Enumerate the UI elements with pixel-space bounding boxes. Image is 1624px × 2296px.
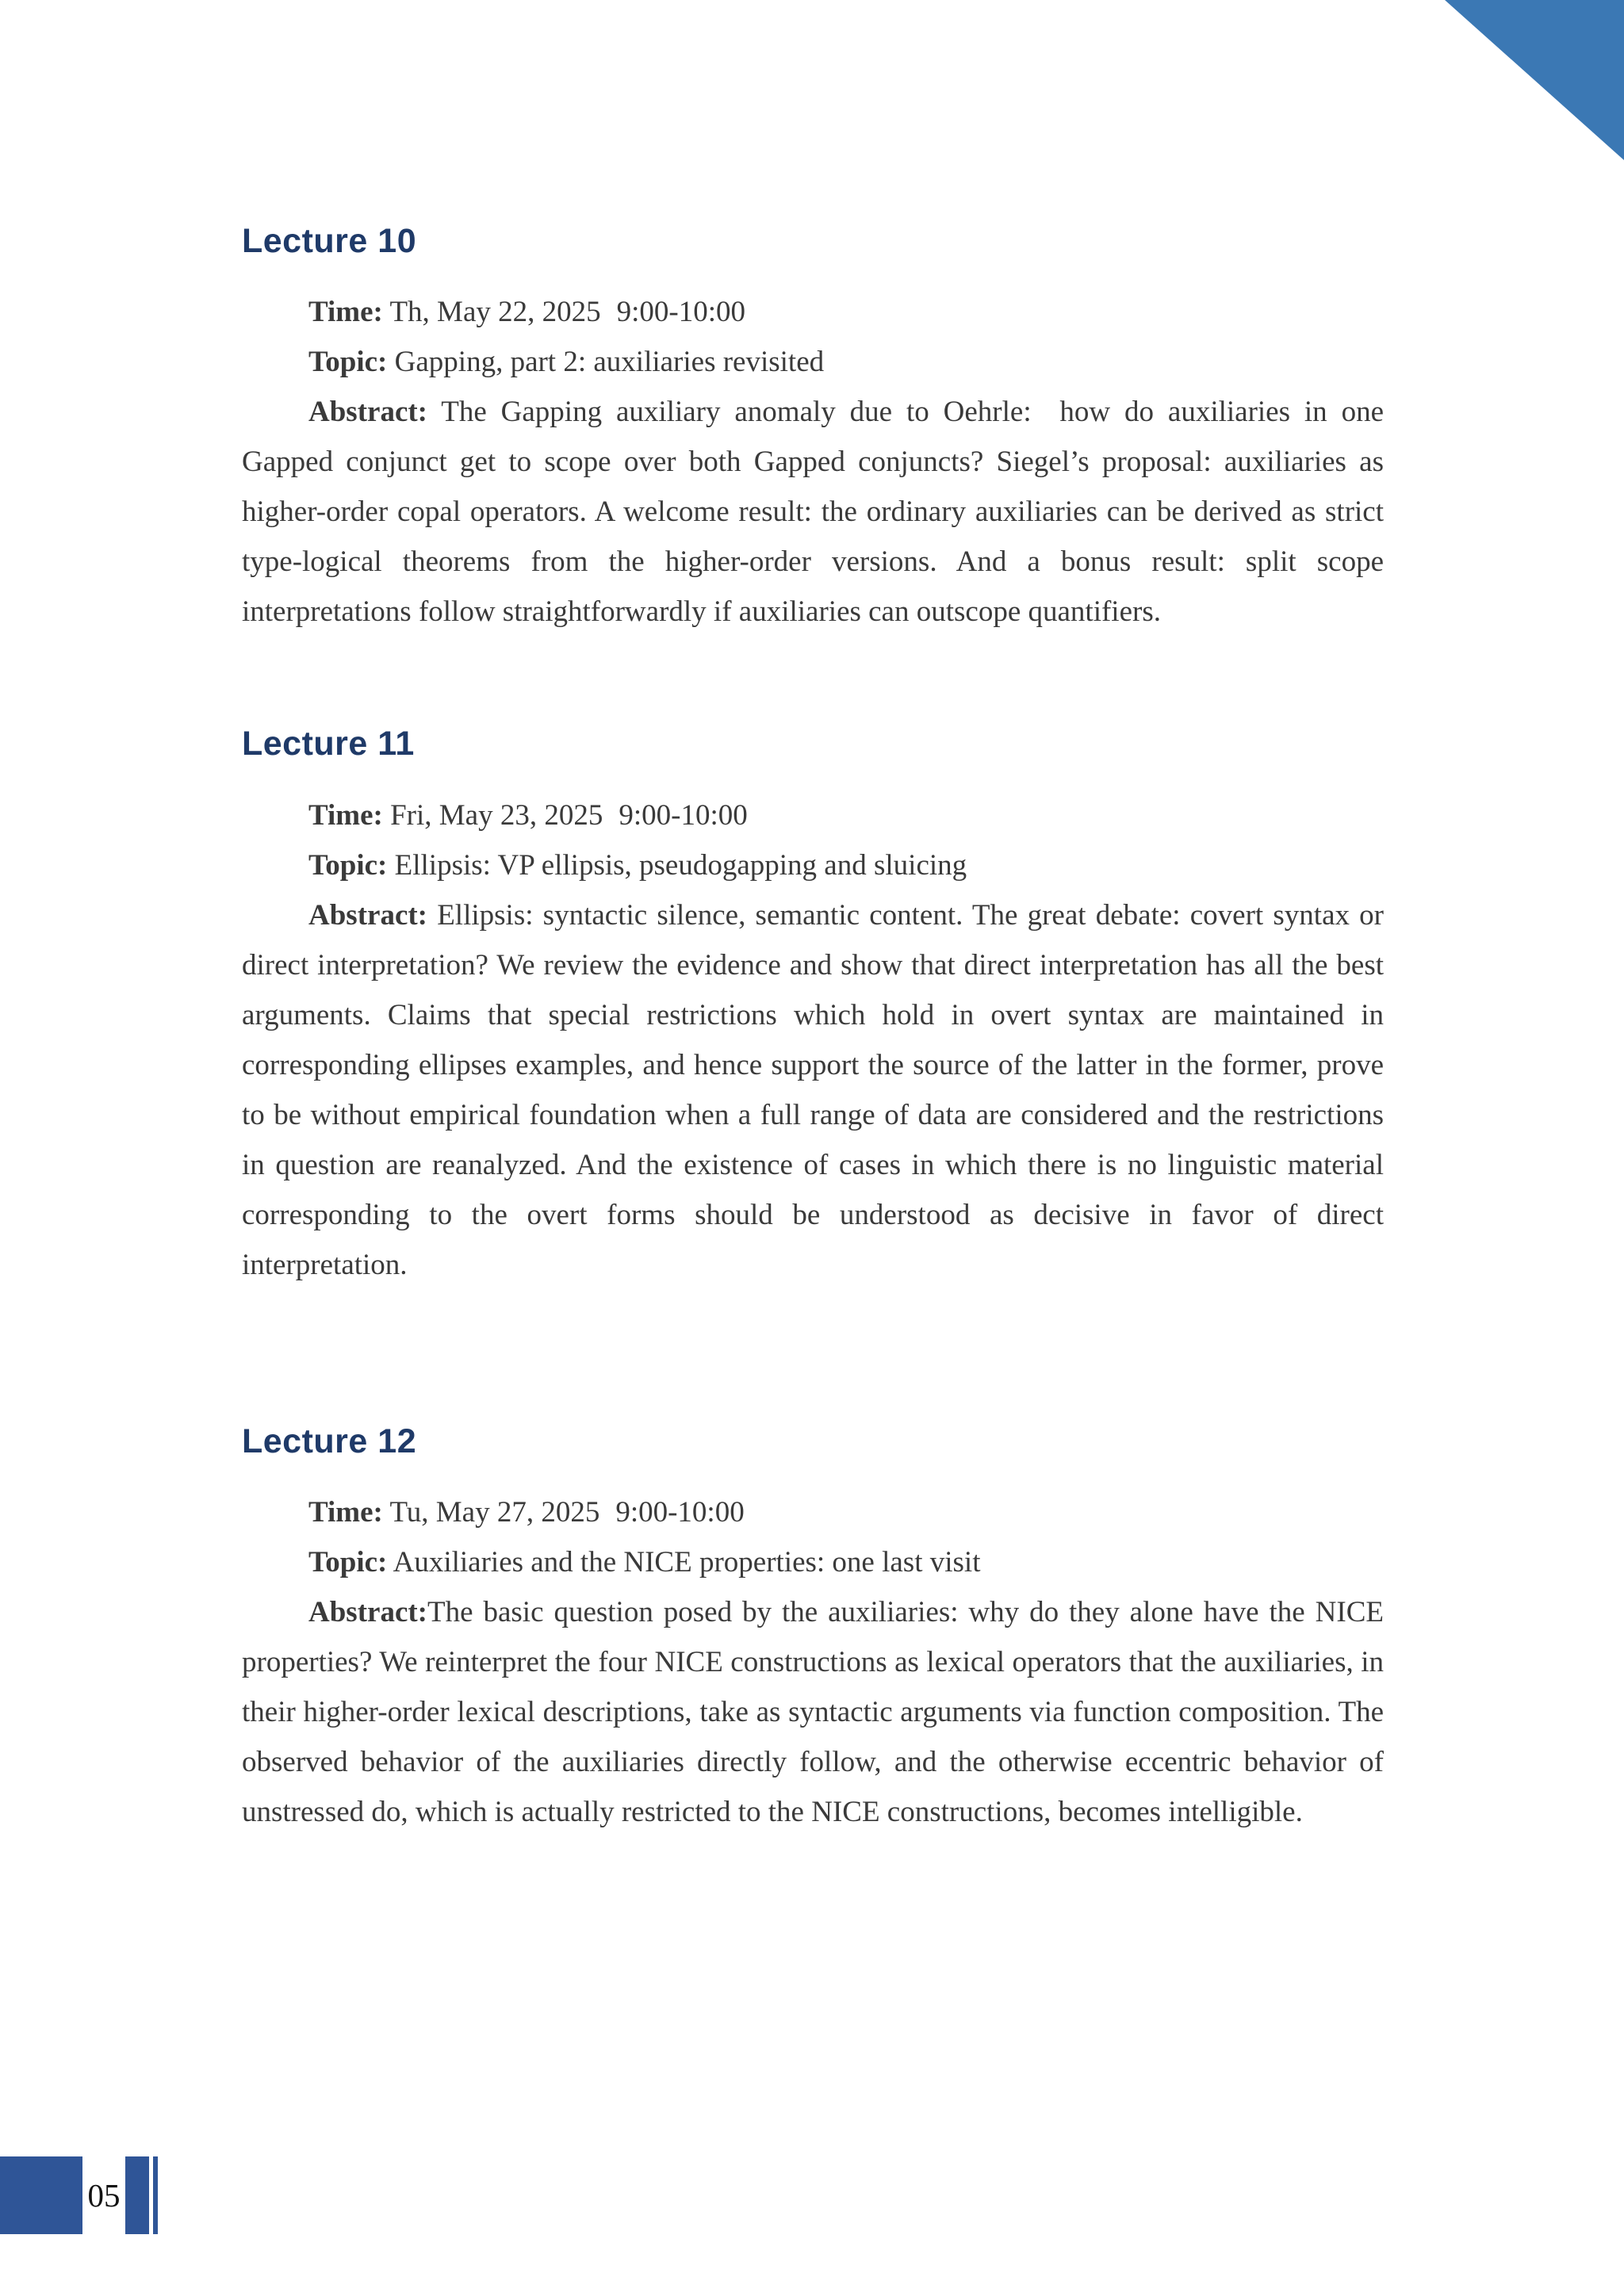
topic-label: Topic: — [308, 1545, 388, 1578]
abstract-text: The Gapping auxiliary anomaly due to Oehrle: how do auxiliaries in one Gapped conjunct get to scope over both Gapped conjuncts? Siegel’s proposal: auxiliaries as higher-order copal operators. A welcome result: the ordinary auxiliaries can be derived as strict type-logical theorems from the higher-order versions. And a bonus result: split scope interpretations follow straightforwardly if auxiliaries can outscope quantifiers. — [242, 396, 1384, 629]
lecture-topic-row — [242, 337, 1384, 387]
abstract-label: Abstract: — [308, 1595, 428, 1628]
time-label: Time: — [308, 1495, 383, 1529]
time-range: 9:00-10:00 — [619, 798, 748, 832]
lecture-section-10 — [242, 223, 1384, 637]
lecture-section-12 — [242, 1423, 1384, 1837]
lecture-time-row — [242, 1487, 1384, 1537]
topic-text: Gapping, part 2: auxiliaries revisited — [394, 346, 825, 379]
lecture-time-row — [242, 790, 1384, 840]
time-date: Fri, May 23, 2025 — [390, 798, 603, 832]
lecture-time-row — [242, 287, 1384, 337]
lecture-title: Lecture 11 — [242, 725, 415, 763]
footer-thin-bar-decoration — [153, 2156, 158, 2234]
time-label: Time: — [308, 798, 383, 832]
time-range: 9:00-10:00 — [616, 296, 746, 329]
lecture-abstract — [242, 1587, 1384, 1837]
footer-block-decoration — [0, 2156, 82, 2234]
lecture-abstract — [242, 890, 1384, 1290]
lecture-topic-row — [242, 1537, 1384, 1587]
lecture-section-11 — [242, 725, 1384, 1289]
time-range: 9:00-10:00 — [615, 1495, 745, 1529]
time-date: Th, May 22, 2025 — [389, 296, 601, 329]
lecture-abstract — [242, 387, 1384, 637]
abstract-label: Abstract: — [308, 898, 428, 932]
topic-label: Topic: — [308, 848, 388, 882]
time-label: Time: — [308, 296, 383, 329]
lecture-list — [242, 223, 1384, 1837]
page-number: 05 — [87, 2177, 121, 2214]
lecture-topic-row — [242, 840, 1384, 890]
time-date: Tu, May 27, 2025 — [389, 1495, 600, 1529]
abstract-text: Ellipsis: syntactic silence, semantic content. The great debate: covert syntax or direct interpretation? We review the evidence and show that direct interpretation has all the best arguments. Claims that special restrictions which hold in overt syntax are maintained in corresponding ellipses examples, and hence support the source of the latter in the former, prove to be without empirical foundation when a full range of data are considered and the restrictions in question are reanalyzed. And the existence of cases in which there is no linguistic material corresponding to the overt forms should be understood as decisive in favor of direct interpretation. — [242, 898, 1384, 1281]
lecture-title: Lecture 12 — [242, 1422, 417, 1460]
topic-label: Topic: — [308, 346, 388, 379]
lecture-title: Lecture 10 — [242, 222, 417, 260]
abstract-label: Abstract: — [308, 396, 428, 429]
corner-triangle-decoration — [1445, 0, 1624, 160]
topic-text: Auxiliaries and the NICE properties: one last visit — [393, 1545, 981, 1578]
topic-text: Ellipsis: VP ellipsis, pseudogapping and sluicing — [394, 848, 967, 882]
footer-bar-decoration — [125, 2156, 149, 2234]
abstract-text: The basic question posed by the auxiliaries: why do they alone have the NICE properties? We reinterpret the four NICE constructions as lexical operators that the auxiliaries, in their higher-order lexical descriptions, take as syntactic arguments via function composition. The observed behavior of the auxiliaries directly follow, and the otherwise eccentric behavior of unstressed do, which is actually restricted to the NICE constructions, becomes intelligible. — [242, 1595, 1384, 1828]
